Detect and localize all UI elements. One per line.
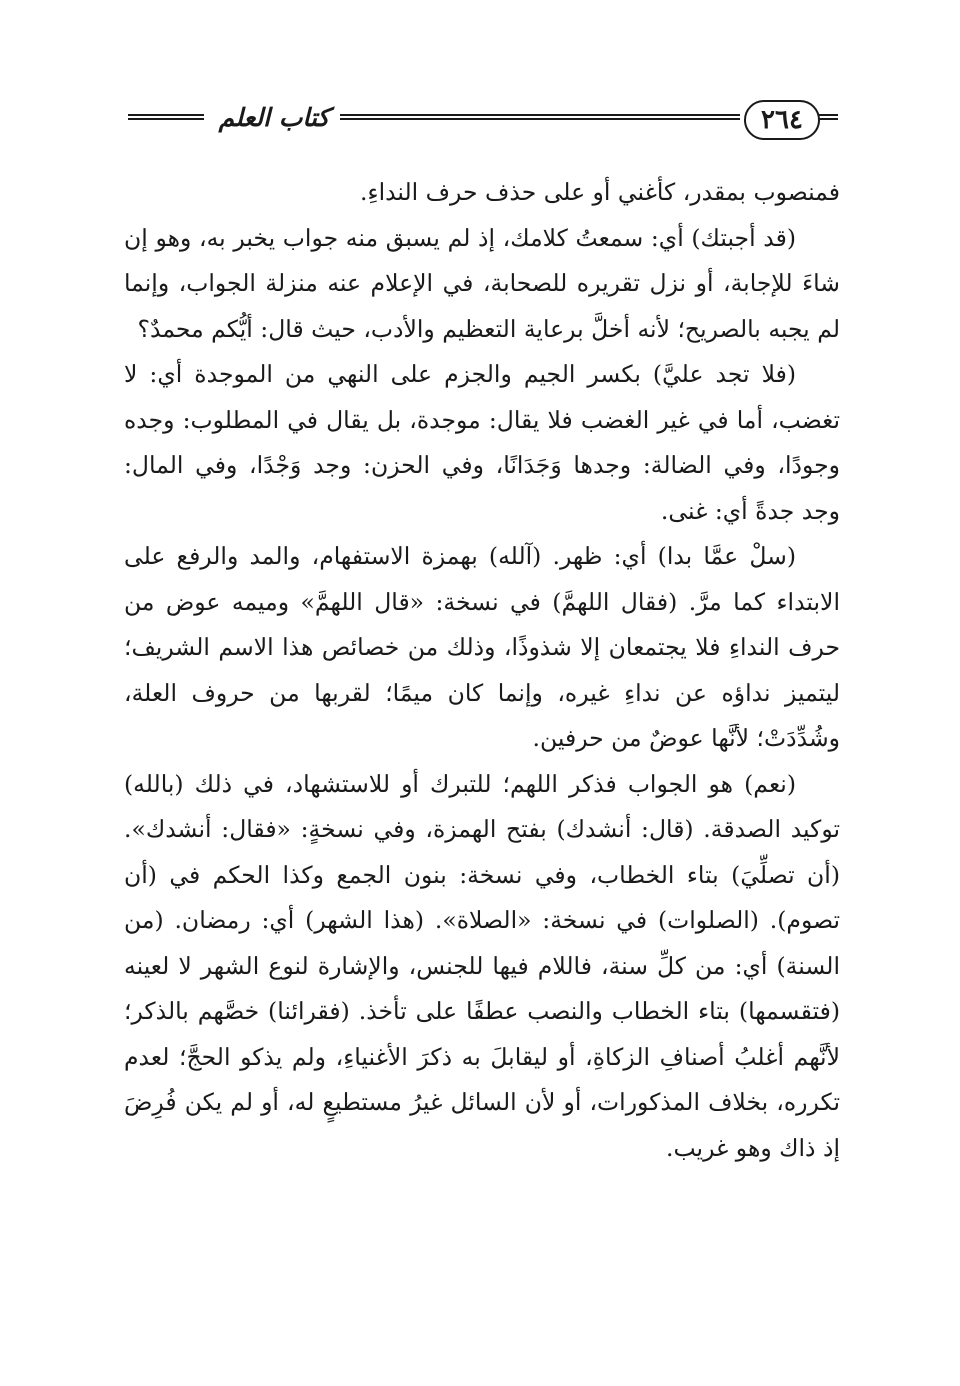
page-header	[128, 98, 838, 142]
header-rule-right	[818, 114, 838, 122]
header-rule-middle	[340, 114, 740, 122]
body-text	[124, 170, 840, 1171]
header-rule-left	[128, 114, 204, 122]
paragraph-5: (نعم) هو الجواب فذكر اللهم؛ للتبرك أو للاستشهاد، في ذلك (بالله) توكيد الصدقة. (قال: أنشدك) بفتح الهمزة، وفي نسخةٍ: «فقال: أنشدك». (أن تصلِّيَ) بتاء الخطاب، وفي نسخة: بنون الجمع وكذا الحكم في (أن تصوم). (الصلوات) في نسخة: «الصلاة». (هذا الشهر) أي: رمضان. (من السنة) أي: من كلِّ سنة، فاللام فيها للجنس، والإشارة لنوع الشهر لا لعينه (فتقسمها) بتاء الخطاب والنصب عطفًا على تأخذ. (فقرائنا) خصَّهم بالذكر؛ لأنَّهم أغلبُ أصنافِ الزكاةِ، أو ليقابلَ به ذكرَ الأغنياءِ، ولم يذكو الحجَّ؛ لعدم تكرره، بخلاف المذكورات، أو لأن السائل غيرُ مستطيعٍ له، أو لم يكن فُرِضَ إذ ذاك وهو غريب.	[124, 769, 840, 1162]
book-title: كتاب العلم	[218, 103, 330, 132]
paragraph-4: (سلْ عمَّا بدا) أي: ظهر. (آلله) بهمزة الاستفهام، والمد والرفع على الابتداء كما مرَّ. (فقال اللهمَّ) في نسخة: «قال اللهمَّ» وميمه عوض من حرف النداءِ فلا يجتمعان إلا شذوذًا، وذلك من خصائص هذا الاسم الشريف؛ ليتميز نداؤه عن نداءِ غيره، وإنما كان ميمًا؛ لقربها من حروف العلة، وشُدِّدَتْ؛ لأنَّها عوضٌ من حرفين.	[124, 542, 840, 752]
paragraph-3: (فلا تجد عليَّ) بكسر الجيم والجزم على النهي من الموجدة أي: لا تغضب، أما في غير الغضب فلا يقال: موجدة، بل يقال في المطلوب: وجده وجودًا، وفي الضالة: وجدها وَجَدَانًا، وفي الحزن: وجد وَجْدًا، وفي المال: وجد جدةً أي: غنى.	[124, 360, 840, 525]
paragraph-1: فمنصوب بمقدر، كأغني أو على حذف حرف النداءِ.	[360, 178, 840, 206]
paragraph-2: (قد أجبتك) أي: سمعتُ كلامك، إذ لم يسبق منه جواب يخبر به، وهو إن شاءَ للإجابة، أو نزل تقريره للصحابة، في الإعلام عنه منزلة الجواب، وإنما لم يجبه بالصريح؛ لأنه أخلَّ برعاية التعظيم والأدب، حيث قال: أيُّكم محمدٌ؟	[124, 223, 840, 343]
page-number: ٢٦٤	[744, 100, 820, 140]
